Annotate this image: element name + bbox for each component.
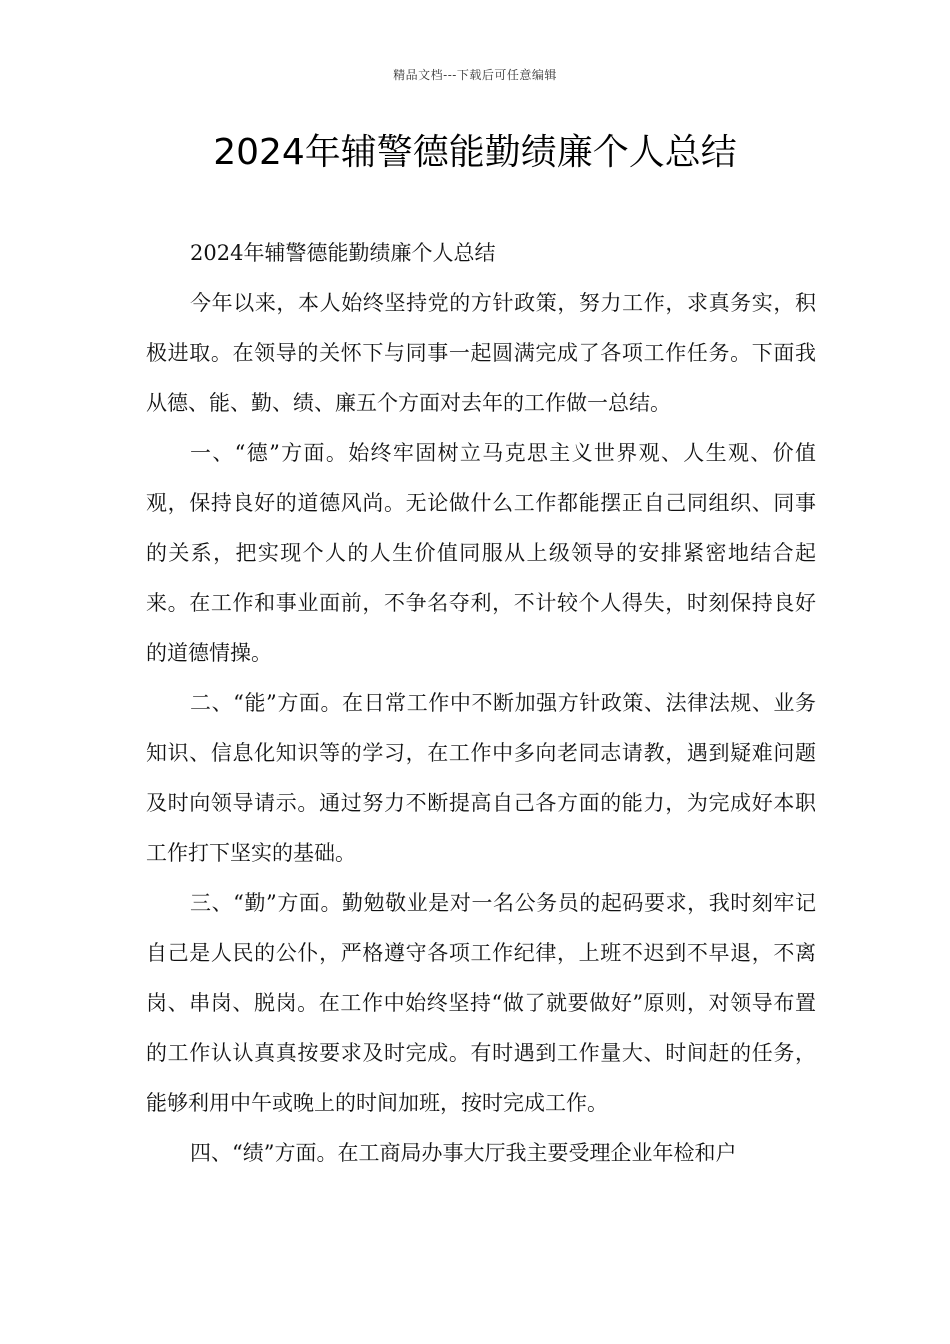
paragraph-diligence: 三、“勤”方面。勤勉敬业是对一名公务员的起码要求，我时刻牢记自己是人民的公仆，严格遵守各项工作纪律，上班不迟到不早退，不离岗、串岗、脱岗。在工作中始终坚持“做了就要做好”原则，对领导布置的工作认认真真按要求及时完成。有时遇到工作量大、时间赶的任务，能够利用中午或晚上的时间加班，按时完成工作。 — [146, 891, 816, 1115]
header-note: 精品文档---下载后可任意编辑 — [393, 68, 557, 82]
paragraph-intro: 今年以来，本人始终坚持党的方针政策，努力工作，求真务实，积极进取。在领导的关怀下与同事一起圆满完成了各项工作任务。下面我从德、能、勤、绩、廉五个方面对去年的工作做一总结。 — [146, 291, 816, 415]
document-body — [146, 230, 816, 1178]
paragraph-achievement: 四、“绩”方面。在工商局办事大厅我主要受理企业年检和户 — [190, 1141, 737, 1165]
document-title: 2024年辅警德能勤绩廉个人总结 — [213, 132, 737, 173]
paragraph-virtue: 一、“德”方面。始终牢固树立马克思主义世界观、人生观、价值观，保持良好的道德风尚。无论做什么工作都能摆正自己同组织、同事的关系，把实现个人的人生价值同服从上级领导的安排紧密地结合起来。在工作和事业面前，不争名夺利，不计较个人得失，时刻保持良好的道德情操。 — [146, 441, 816, 665]
document-subtitle: 2024年辅警德能勤绩廉个人总结 — [190, 241, 496, 265]
paragraph-ability: 二、“能”方面。在日常工作中不断加强方针政策、法律法规、业务知识、信息化知识等的学习，在工作中多向老同志请教，遇到疑难问题及时向领导请示。通过努力不断提高自己各方面的能力，为完成好本职工作打下坚实的基础。 — [146, 691, 816, 865]
